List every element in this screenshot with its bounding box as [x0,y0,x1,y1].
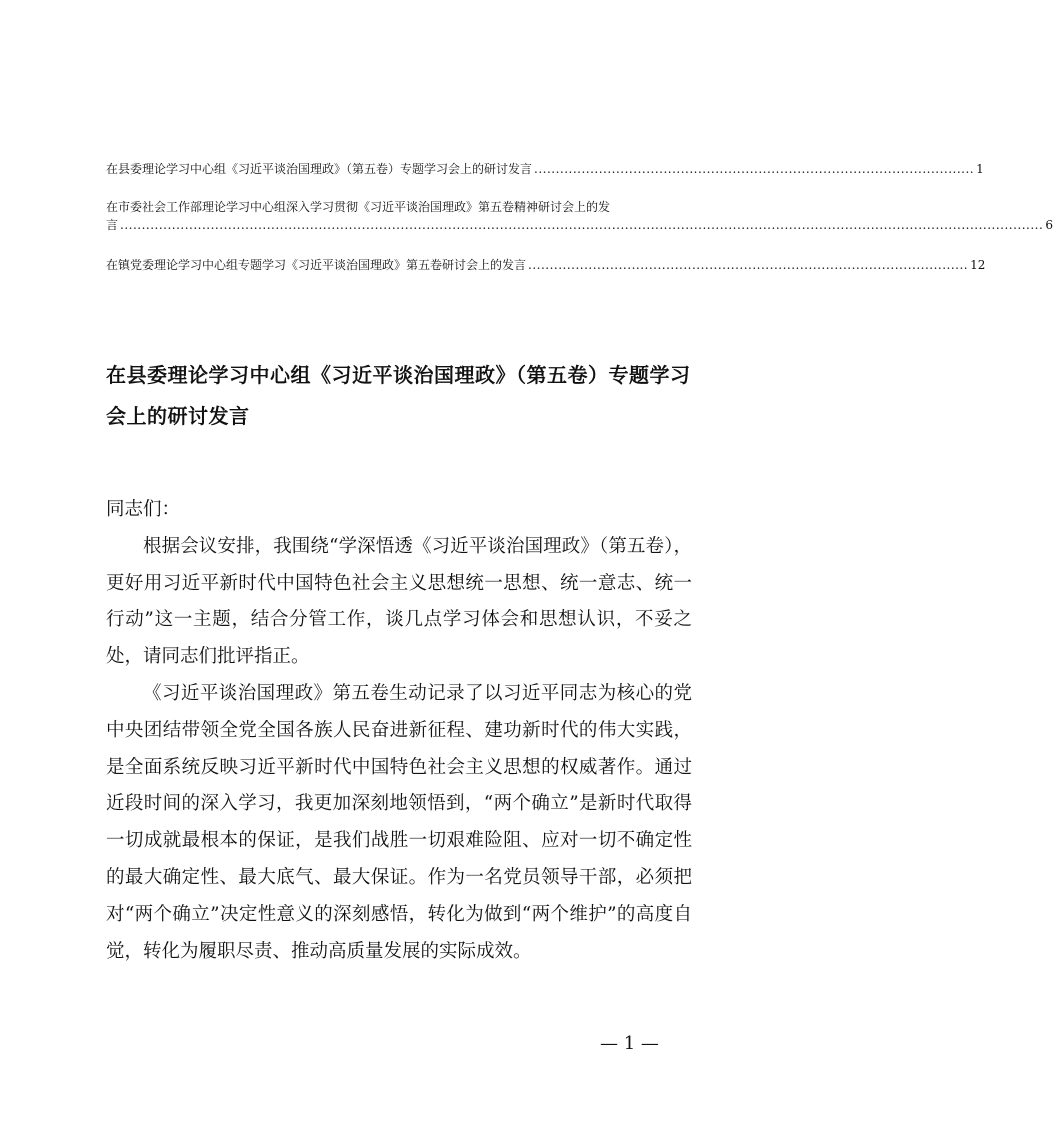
page-number: — 1 — [600,1033,659,1054]
greeting: 同志们： [106,499,181,520]
toc-entry-title-continued: 言 [106,218,119,232]
toc-entry-3[interactable] [106,256,986,274]
toc-page-number: 6 [1045,218,1053,232]
toc-entry-2[interactable] [106,198,1053,234]
toc-entry-1[interactable] [106,160,984,178]
toc-entry-title: 在县委理论学习中心组《习近平谈治国理政》（第五卷）专题学习会上的研讨发言 [106,162,533,176]
paragraph: 根据会议安排，我围绕“学深悟透《习近平谈治国理政》（第五卷），更好用习近平新时代中国特色社会主义思想统一思想、统一意志、统一行动”这一主题，结合分管工作，谈几点学习体会和思想认识，不妥之处，请同志们批评指正。 [106,535,692,668]
toc-entry-title: 在市委社会工作部理论学习中心组深入学习贯彻《习近平谈治国理政》第五卷精神研讨会上的发 [106,200,611,214]
toc-page-number: 12 [970,258,986,272]
toc-leader-dots: ...................................................................................................................................................................................................................... [120,218,1044,232]
toc-line [106,216,1053,234]
toc-line [106,160,984,178]
toc-page-number: 1 [976,162,984,176]
toc-leader-dots: ...................................................................................................... [534,162,975,176]
document-body [106,492,692,970]
toc-leader-dots: ...................................................................................................... [528,258,969,272]
toc-entry-title: 在镇党委理论学习中心组专题学习《习近平谈治国理政》第五卷研讨会上的发言 [106,258,527,272]
paragraph: 《习近平谈治国理政》第五卷生动记录了以习近平同志为核心的党中央团结带领全党全国各族人民奋进新征程、建功新时代的伟大实践，是全面系统反映习近平新时代中国特色社会主义思想的权威著作。通过近段时间的深入学习，我更加深刻地领悟到，“两个确立”是新时代取得一切成就最根本的保证，是我们战胜一切艰难险阻、应对一切不确定性的最大确定性、最大底气、最大保证。作为一名党员领导干部，必须把对“两个确立”决定性意义的深刻感悟，转化为做到“两个维护”的高度自觉，转化为履职尽责、推动高质量发展的实际成效。 [106,682,692,962]
table-of-contents [106,160,1053,274]
document-title: 在县委理论学习中心组《习近平谈治国理政》（第五卷）专题学习会上的研讨发言 [106,363,691,428]
toc-line [106,256,986,274]
